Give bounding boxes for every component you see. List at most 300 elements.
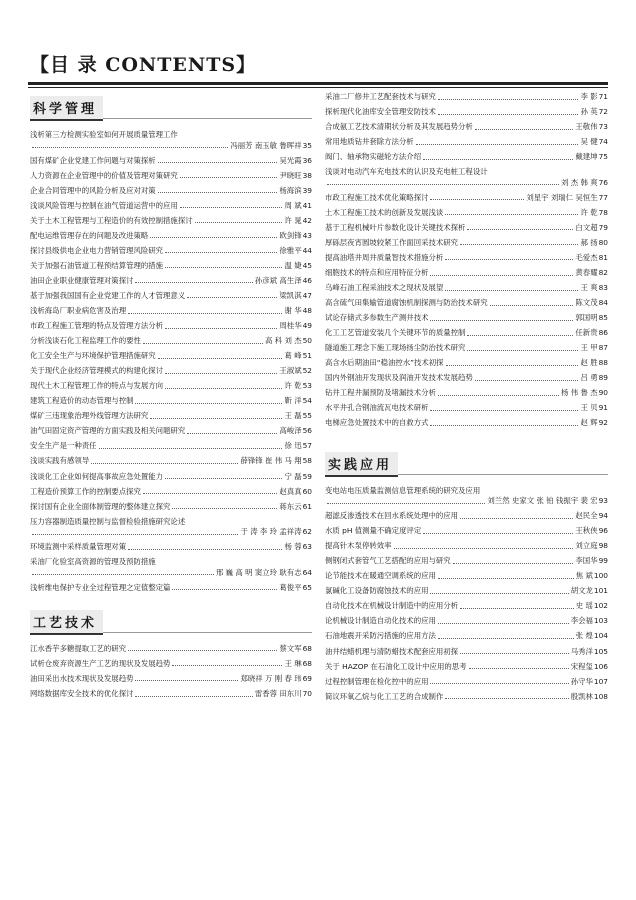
- toc-entry-page: 36: [302, 155, 312, 165]
- leader-dots: [135, 282, 252, 283]
- toc-entry-page: 74: [598, 137, 608, 147]
- toc-entry-row: [30, 502, 312, 513]
- toc-entry-page: 84: [598, 298, 608, 308]
- leader-dots: [158, 162, 278, 163]
- toc-entry-author: 马秀洋: [570, 646, 593, 656]
- toc-entry-row: [30, 201, 312, 212]
- toc-entry-title: 乌峰石油工程采油技术之现状及展望: [325, 283, 444, 293]
- toc-entry-page: 79: [598, 222, 608, 232]
- leader-dots: [430, 275, 573, 276]
- toc-entry-title: 国内外钢油开发现状及润油开发技术发展趋势: [325, 373, 473, 383]
- leader-dots: [165, 388, 282, 389]
- toc-entry: [325, 107, 608, 118]
- toc-entry-page: 105: [593, 646, 608, 656]
- toc-entry: [30, 261, 312, 272]
- toc-entry-row: [30, 276, 312, 287]
- leader-dots: [327, 184, 559, 185]
- toc-entry-author: 王 琳: [284, 658, 302, 668]
- toc-entry-title: 采油二厂修井工艺配套技术与研究: [325, 92, 436, 101]
- toc-entry-row: [325, 373, 608, 384]
- toc-entry-row: [30, 411, 312, 422]
- toc-entry-title: 企业合同管理中的风险分析及应对对策: [30, 185, 156, 195]
- toc-entry: [325, 208, 608, 219]
- toc-entry: [325, 556, 608, 567]
- leader-dots: [475, 380, 579, 381]
- toc-entry: [30, 426, 312, 437]
- toc-entry-title: 过程控制管理在检化控中的应用: [325, 676, 429, 686]
- leader-dots: [445, 214, 578, 215]
- toc-entry-page: 58: [302, 456, 312, 466]
- toc-entry-page: 49: [302, 321, 312, 331]
- toc-entry-title: 常用地质钻井套除方法分析: [325, 137, 414, 147]
- toc-entry-page: 98: [598, 541, 608, 551]
- toc-entry-title: 分析浅谈石化工程监理工作的要性: [30, 336, 141, 346]
- toc-entry-page: 85: [598, 313, 608, 323]
- toc-entry: [325, 388, 608, 399]
- leader-dots: [460, 653, 569, 654]
- toc-entry-row: [325, 586, 608, 597]
- toc-entry-page: 80: [598, 237, 608, 247]
- toc-entry: [30, 306, 312, 317]
- leader-dots: [187, 433, 277, 434]
- section-header-management: [30, 96, 312, 124]
- toc-entry-author: 杨 伟 鲁 杰: [560, 388, 598, 398]
- toc-entry-title: 浅析海岛厂职业病危害及治理: [30, 306, 127, 316]
- toc-entry-author: 吴 健: [580, 137, 598, 147]
- leader-dots: [32, 147, 228, 148]
- toc-entry-page: 78: [598, 207, 608, 217]
- toc-entry: [30, 557, 312, 578]
- toc-entry-author: 欧剑锋: [279, 230, 302, 240]
- toc-entry-meta-row: [325, 178, 608, 189]
- toc-entry-row: [30, 659, 312, 670]
- leader-dots: [172, 589, 277, 590]
- toc-entry: [30, 517, 312, 538]
- toc-entry-title: 水平井孔合钢油流瓦电技术研析: [325, 403, 429, 413]
- toc-entry: [325, 268, 608, 279]
- leader-dots: [467, 350, 578, 351]
- toc-entry-title: 浅谈对电动汽车充电技术的认识及充电桩工程设计: [325, 167, 488, 177]
- toc-entry-page: 56: [302, 426, 312, 436]
- toc-entry-title: 基于加强我国国有企业党建工作的人才管理意义: [30, 290, 186, 300]
- toc-entry-page: 54: [302, 396, 312, 406]
- leader-dots: [128, 313, 282, 314]
- toc-entry-row: [30, 472, 312, 483]
- toc-entry-title: 探析现代化油库安全管理安防技术: [325, 107, 436, 117]
- toc-entry-row: [325, 616, 608, 627]
- leader-dots: [430, 199, 524, 200]
- toc-entry-title: 浅谈风险管理与控制在油气管道运营中的应用: [30, 200, 178, 210]
- toc-entry-title: 高含水后期油田“稳油控水”技术初探: [325, 358, 444, 368]
- toc-entry-meta-row: [30, 568, 312, 579]
- toc-entry: [325, 298, 608, 309]
- toc-entry-row: [325, 418, 608, 429]
- toc-entry-author: 赵民全: [575, 511, 598, 521]
- toc-entry-author: 王 磊: [284, 411, 302, 421]
- toc-entry-title: 浅谈化工企业如何提高事故应急处置能力: [30, 471, 164, 481]
- toc-entry-author: 张 煌: [575, 631, 593, 641]
- toc-entry-title: 隧道施工理念下施工现场扬尘防治技术研究: [325, 343, 466, 353]
- toc-entry-page: 42: [302, 215, 312, 225]
- leader-dots: [32, 574, 214, 575]
- toc-entry: [30, 156, 312, 167]
- toc-entry: [325, 167, 608, 188]
- toc-entry-row: [325, 631, 608, 642]
- section-title: 实践应用: [325, 452, 398, 477]
- toc-entry-page: 52: [302, 366, 312, 376]
- toc-entry-title: 论节能技术在暖通空调系统的应用: [325, 571, 436, 581]
- toc-entry: [30, 456, 312, 467]
- toc-entry-row: [325, 152, 608, 163]
- section-header-craft: [30, 610, 312, 638]
- toc-entry: [30, 171, 312, 182]
- toc-entry-author: 赵 辉: [580, 418, 598, 428]
- toc-entry-row: [30, 261, 312, 272]
- toc-entry-title-row: [325, 167, 608, 178]
- toc-entry-author: 许 晁: [284, 215, 302, 225]
- toc-entry-title: 电梯应急处置技术中的自救方式: [325, 418, 429, 428]
- leader-dots: [165, 267, 282, 268]
- toc-entry-author: 葛俊平: [279, 582, 302, 592]
- toc-entry-title: 细胞技术的特点和应用特征分析: [325, 268, 429, 278]
- toc-entry-author: 郝 扬: [580, 237, 598, 247]
- toc-entry-author: 邢 巍 高 明 窦立玲 耿有志: [215, 567, 302, 577]
- toc-entry: [325, 541, 608, 552]
- toc-entry: [30, 502, 312, 513]
- toc-entry-page: 35: [302, 140, 312, 150]
- toc-entry-page: 38: [302, 170, 312, 180]
- toc-entry-author: 任新贵: [575, 328, 598, 338]
- toc-entry-author: 宋程玺: [570, 661, 593, 671]
- toc-entry: [325, 677, 608, 688]
- toc-entry-row: [325, 137, 608, 148]
- toc-entry-title-row: [30, 557, 312, 568]
- toc-entry: [325, 486, 608, 507]
- toc-entry-page: 48: [302, 306, 312, 316]
- toc-entry-title: 提高油塔井周井质量智技术措施分析: [325, 252, 444, 262]
- leader-dots: [430, 593, 568, 594]
- toc-entry: [325, 511, 608, 522]
- toc-entry-author: 胡文龙: [570, 586, 593, 596]
- toc-list-craft-continued: [325, 92, 608, 429]
- header-rule-thick: [28, 82, 608, 85]
- toc-entry-page: 92: [598, 418, 608, 428]
- leader-dots: [438, 638, 574, 639]
- toc-entry-title: 浅析第三方检测实验室如何开展质量管理工作: [30, 130, 178, 139]
- toc-entry-title: 江水香芋多糖提取工艺的研究: [30, 643, 127, 653]
- toc-entry: [30, 291, 312, 302]
- toc-entry-page: 43: [302, 230, 312, 240]
- toc-entry-page: 86: [598, 328, 608, 338]
- toc-entry-row: [30, 186, 312, 197]
- leader-dots: [128, 549, 282, 550]
- toc-entry-row: [30, 644, 312, 655]
- toc-entry-author: 高 科 刘 杰: [264, 336, 302, 346]
- toc-entry-author: 王 贝: [580, 403, 598, 413]
- toc-entry-row: [325, 692, 608, 703]
- toc-entry-title: 化工安全生产与环境保护管理措施研究: [30, 351, 156, 361]
- toc-entry-title: 关于现代企业经济管理模式的构建化探讨: [30, 366, 164, 376]
- toc-entry-row: [325, 313, 608, 324]
- toc-entry-page: 108: [593, 691, 608, 701]
- toc-entry-row: [325, 107, 608, 118]
- toc-entry-row: [325, 526, 608, 537]
- toc-entry: [325, 403, 608, 414]
- toc-entry-row: [325, 647, 608, 658]
- leader-dots: [445, 290, 578, 291]
- toc-entry-title: 市政工程施工管理的特点及管理方法分析: [30, 321, 164, 331]
- leader-dots: [438, 578, 574, 579]
- toc-entry-title: 氯碱化工设备防腐蚀技术的应用: [325, 586, 429, 596]
- toc-entry-row: [30, 171, 312, 182]
- toc-entry-author: 许 乾: [284, 381, 302, 391]
- toc-entry-row: [30, 456, 312, 467]
- toc-entry-title: 关于 HAZOP 在石油化工设计中应用的思考: [325, 661, 467, 671]
- toc-entry-author: 王 爽: [580, 283, 598, 293]
- toc-entry-row: [325, 328, 608, 339]
- leader-dots: [445, 698, 568, 699]
- toc-entry-row: [30, 689, 312, 700]
- toc-entry-page: 83: [598, 283, 608, 293]
- toc-entry-author: 高峻泽: [279, 426, 302, 436]
- toc-entry-title: 试论存储式多参数生产测井技术: [325, 313, 429, 323]
- toc-entry: [30, 321, 312, 332]
- toc-entry: [325, 571, 608, 582]
- toc-entry: [30, 216, 312, 227]
- toc-entry-title: 石油地震开采防污措施的应用方法: [325, 631, 436, 641]
- toc-entry-page: 87: [598, 343, 608, 353]
- section-title: 科学管理: [30, 96, 103, 121]
- toc-entry: [325, 343, 608, 354]
- toc-entry: [325, 223, 608, 234]
- toc-entry-title: 论机械设计制造自动化技术的应用: [325, 616, 436, 626]
- leader-dots: [187, 297, 277, 298]
- toc-entry-title: 工程造价预算工作的控制要点探究: [30, 486, 141, 496]
- toc-entry-page: 89: [598, 373, 608, 383]
- toc-entry: [30, 411, 312, 422]
- leader-dots: [91, 463, 238, 464]
- toc-entry-author: 史 瑶: [575, 601, 593, 611]
- toc-entry: [30, 583, 312, 594]
- toc-entry: [30, 674, 312, 685]
- leader-dots: [423, 533, 573, 534]
- toc-entry-author: 王 甲: [580, 343, 598, 353]
- toc-entry-row: [30, 216, 312, 227]
- toc-entry-title: 化工工艺管道安装几个关键环节的质量控制: [325, 328, 466, 338]
- toc-entry-row: [325, 238, 608, 249]
- leader-dots: [460, 608, 574, 609]
- toc-entry-row: [325, 601, 608, 612]
- leader-dots: [158, 358, 283, 359]
- leader-dots: [135, 403, 282, 404]
- toc-entry-title: 采油厂化验室高资源的管理及预防措施: [30, 557, 156, 567]
- toc-entry-page: 51: [302, 351, 312, 361]
- leader-dots: [128, 650, 277, 651]
- leader-dots: [150, 237, 277, 238]
- toc-entry-title: 探讨国有企业全面体制管理的整体建立探究: [30, 501, 171, 511]
- toc-entry-page: 68: [302, 658, 312, 668]
- toc-entry-page: 107: [593, 676, 608, 686]
- toc-entry-page: 73: [598, 122, 608, 132]
- toc-entry-author: 许 乾: [580, 207, 598, 217]
- toc-entry-title: 阀门、轴承物实磁轮方法介绍: [325, 152, 422, 162]
- toc-entry-author: 周桂华: [279, 321, 302, 331]
- toc-entry-author: 谢 华: [284, 306, 302, 316]
- right-column: [325, 92, 608, 707]
- toc-entry-author: 李国华: [575, 556, 598, 566]
- toc-entry-row: [30, 366, 312, 377]
- toc-entry-page: 70: [302, 689, 312, 698]
- leader-dots: [453, 563, 574, 564]
- header-rule-thin: [28, 87, 608, 88]
- toc-entry-title: 油田企业职业健康管理对策探讨: [30, 275, 134, 285]
- toc-entry-row: [325, 662, 608, 673]
- toc-entry-author: 杨 蓉: [284, 542, 302, 552]
- leader-dots: [135, 696, 252, 697]
- toc-entry-author: 赵 胜: [580, 358, 598, 368]
- leader-dots: [438, 623, 569, 624]
- toc-entry: [30, 472, 312, 483]
- toc-entry-page: 90: [598, 388, 608, 398]
- toc-entry: [30, 487, 312, 498]
- toc-entry-author: 靳 洋: [284, 396, 302, 406]
- leader-dots: [172, 665, 282, 666]
- toc-entry-page: 81: [598, 252, 608, 262]
- toc-entry: [30, 336, 312, 347]
- toc-entry-row: [325, 268, 608, 279]
- toc-entry-author: 周 斌: [284, 200, 302, 210]
- toc-entry-row: [325, 298, 608, 309]
- toc-entry-title: 安全生产是一种责任: [30, 441, 97, 451]
- toc-entry: [325, 373, 608, 384]
- leader-dots: [446, 365, 579, 366]
- toc-entry-title: 试析仓废弃资源生产工艺的现状及发展趋势: [30, 658, 171, 668]
- toc-entry-author: 刘星宇 刘瑞仁 吴恒生: [526, 192, 598, 202]
- toc-entry-row: [325, 92, 608, 103]
- leader-dots: [430, 425, 578, 426]
- toc-entry: [325, 283, 608, 294]
- toc-entry-author: 李 影: [580, 92, 598, 101]
- toc-entry-page: 71: [598, 92, 608, 101]
- toc-entry-meta-row: [30, 527, 312, 538]
- toc-entry-page: 88: [598, 358, 608, 368]
- toc-entry: [325, 193, 608, 204]
- toc-entry-page: 68: [302, 643, 312, 653]
- toc-entry-author: 李会福: [570, 616, 593, 626]
- toc-entry-row: [30, 583, 312, 594]
- toc-entry-title: 探讨县级供电企业电力营销管理风险研究: [30, 245, 164, 255]
- toc-entry-title: 提高针木泵停转效率: [325, 541, 392, 551]
- toc-entry-page: 94: [598, 511, 608, 521]
- leader-dots: [490, 305, 574, 306]
- toc-list-craft: [30, 644, 312, 700]
- toc-entry-author: 王淑斌: [279, 366, 302, 376]
- toc-entry-title: 高含硫气田集输管道腐蚀机制探测与防治技术研究: [325, 298, 488, 308]
- leader-dots: [150, 418, 282, 419]
- toc-entry: [325, 152, 608, 163]
- toc-entry-page: 102: [593, 601, 608, 611]
- toc-entry: [325, 692, 608, 703]
- toc-entry-page: 39: [302, 185, 312, 195]
- leader-dots: [445, 259, 573, 260]
- toc-entry-title: 自动化技术在机械设计制造中的应用分析: [325, 601, 459, 611]
- toc-entry-author: 徐雅平: [279, 245, 302, 255]
- toc-entry-title: 简议环氧乙烷与化工工艺的合成制作: [325, 691, 444, 701]
- toc-entry-page: 99: [598, 556, 608, 566]
- toc-entry-author: 刘兰然 史家文 张 铂 钱振宇 裴 宏: [487, 496, 598, 506]
- toc-entry-author: 毛爱杰: [575, 252, 598, 262]
- leader-dots: [165, 478, 282, 479]
- toc-entry-title: 环境监测中采样质量管理对策: [30, 542, 127, 552]
- leader-dots: [195, 222, 283, 223]
- toc-entry-page: 61: [302, 501, 312, 511]
- leader-dots: [438, 114, 579, 115]
- toc-entry-title: 水质 pH 值测量不确定度评定: [325, 526, 422, 536]
- toc-entry: [30, 441, 312, 452]
- leader-dots: [438, 395, 559, 396]
- toc-entry: [30, 644, 312, 655]
- toc-entry-page: 69: [302, 673, 312, 683]
- toc-entry-page: 41: [302, 200, 312, 210]
- toc-entry-title: 现代土木工程管理工作的特点与发展方向: [30, 381, 164, 391]
- toc-entry-author: 刘 杰 韩 爽: [560, 177, 598, 187]
- toc-entry-row: [325, 358, 608, 369]
- toc-entry-title: 超滤反渗透技术在回水系统处理中的应用: [325, 511, 459, 521]
- leader-dots: [165, 373, 277, 374]
- toc-entry-page: 72: [598, 107, 608, 117]
- toc-entry-author: 郭国明: [575, 313, 598, 323]
- toc-entry-author: 郑晓祥 万 刚 春 玮: [240, 673, 302, 683]
- toc-entry-title: 市政工程施工技术优化策略探讨: [325, 192, 429, 202]
- toc-entry-title: 关于土木工程管理与工程造价的有效控制措施探讨: [30, 215, 193, 225]
- leader-dots: [143, 493, 278, 494]
- toc-entry-row: [30, 351, 312, 362]
- toc-entry-author: 温 婕: [284, 260, 302, 270]
- toc-entry-author: 黄春耀: [575, 268, 598, 278]
- toc-entry: [30, 689, 312, 700]
- toc-entry-page: 101: [593, 586, 608, 596]
- leader-dots: [460, 518, 573, 519]
- toc-entry-row: [325, 541, 608, 552]
- toc-entry: [30, 231, 312, 242]
- toc-entry-page: 82: [598, 268, 608, 278]
- toc-entry-title: 钻井工程井漏预防及堵漏技术分析: [325, 388, 436, 398]
- toc-entry-page: 100: [593, 571, 608, 581]
- leader-dots: [467, 229, 573, 230]
- toc-entry: [325, 526, 608, 537]
- toc-entry-row: [30, 426, 312, 437]
- toc-entry-author: 薛锋锋 崔 伟 马 翔: [240, 456, 302, 466]
- toc-entry-title: 建筑工程造价的动态管理与控制: [30, 396, 134, 406]
- leader-dots: [165, 328, 277, 329]
- toc-entry-title: 国有煤矿企业党建工作问题与对策探析: [30, 155, 156, 165]
- page-title: 【目 录 CONTENTS】: [30, 54, 257, 76]
- toc-entry-title-row: [30, 517, 312, 528]
- toc-entry-title: 人力资源在企业管理中的价值及管理对策研究: [30, 170, 178, 180]
- left-column: [30, 92, 312, 704]
- toc-entry: [30, 659, 312, 670]
- toc-entry-page: 60: [302, 486, 312, 496]
- leader-dots: [467, 335, 573, 336]
- toc-entry: [325, 418, 608, 429]
- toc-entry-page: 55: [302, 411, 312, 421]
- toc-entry: [325, 313, 608, 324]
- toc-entry-row: [30, 674, 312, 685]
- leader-dots: [135, 680, 238, 681]
- toc-entry-page: 45: [302, 260, 312, 270]
- toc-entry-page: 96: [598, 526, 608, 536]
- toc-entry: [325, 647, 608, 658]
